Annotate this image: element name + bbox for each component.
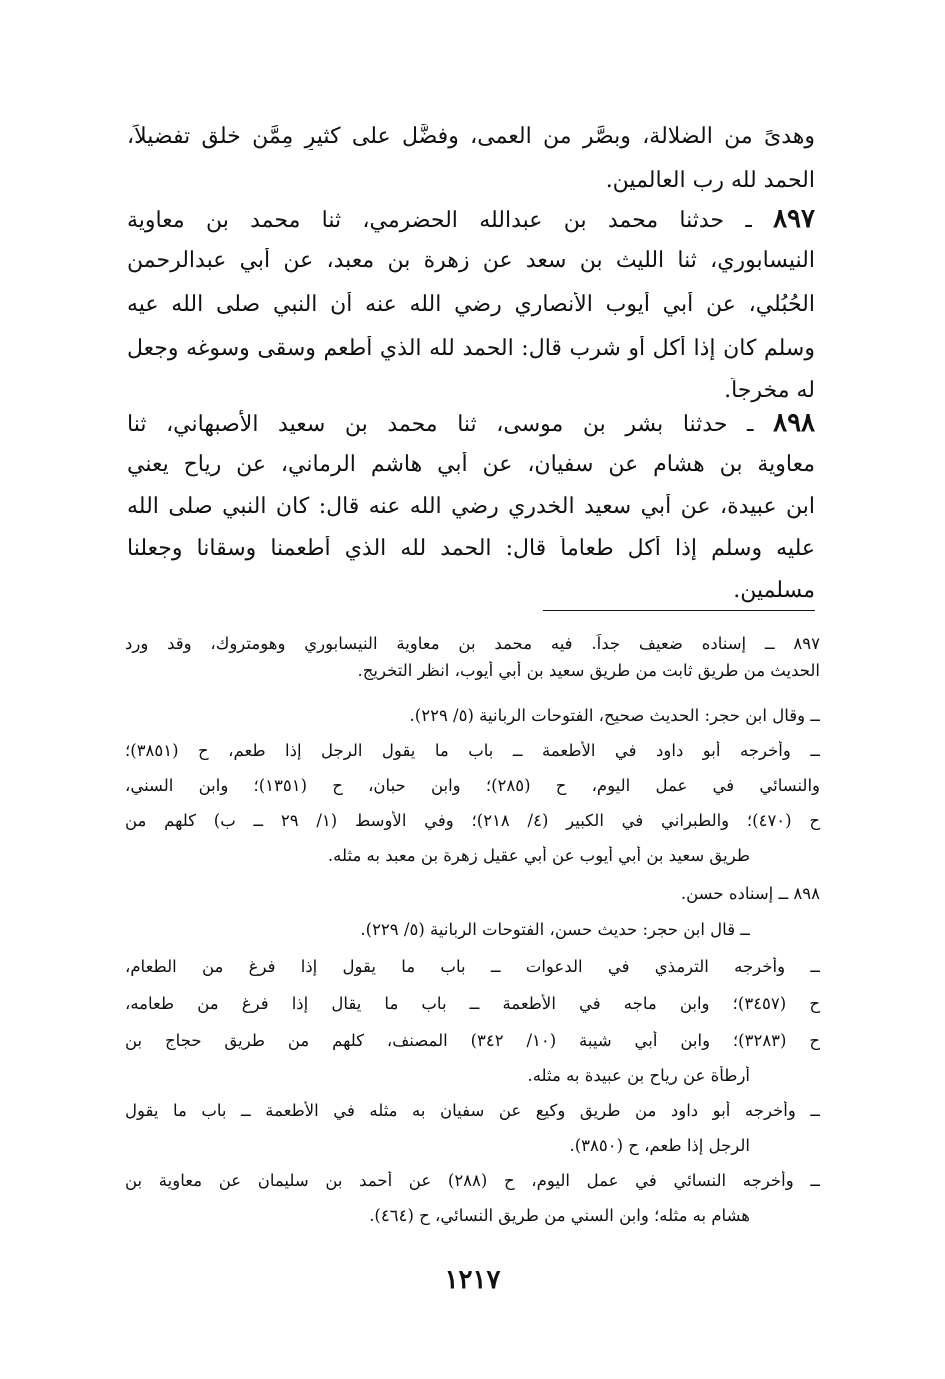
main-text-line: وسلم كان إذا أكل أو شرب قال: الحمد لله الذي أطعم وسقى وسوغه وجعل	[127, 336, 815, 361]
hadith-898-first-line	[127, 408, 815, 439]
main-text-line: له مخرجاً.	[724, 378, 815, 403]
main-text-line: معاوية بن هشام عن سفيان، عن أبي هاشم الرماني، عن رياح يعني	[127, 452, 815, 477]
footnote-line: ح (٣٢٨٣)؛ وابن أبي شيبة (١٠/ ٣٤٢) المصنف، كلهم من طريق حجاج بن	[125, 1031, 820, 1050]
main-text-line: الحمد لله رب العالمين.	[605, 168, 815, 193]
footnote-line: طريق سعيد بن أبي أيوب عن أبي عقيل زهرة بن معبد به مثله.	[327, 846, 750, 865]
main-text-line: ابن عبيدة، عن أبي سعيد الخدري رضي الله عنه قال: كان النبي صلى الله	[127, 494, 815, 519]
footnote-line: ٨٩٨ ــ إسناده حسن.	[680, 884, 820, 903]
footnote-line: ٨٩٧ ــ إسناده ضعيف جداً. فيه محمد بن معاوية النيسابوري وهومتروك، وقد ورد	[125, 634, 820, 653]
hadith-number-897: ٨٩٧	[773, 204, 815, 234]
hadith-number-898: ٨٩٨	[773, 408, 815, 438]
main-text-line: ـ حدثنا بشر بن موسى، ثنا محمد بن سعيد الأصبهاني، ثنا	[127, 412, 754, 437]
footnote-line: ــ قال ابن حجر: حديث حسن، الفتوحات الربانية (٥/ ٢٢٩).	[360, 920, 750, 939]
footnote-line: ــ وأخرجه الترمذي في الدعوات ــ باب ما يقول إذا فرغ من الطعام،	[125, 957, 820, 976]
main-text-line: مسلمين.	[733, 578, 815, 603]
footnote-line: ــ وقال ابن حجر: الحديث صحيح، الفتوحات الربانية (٥/ ٢٢٩).	[409, 706, 820, 725]
footnote-line: والنسائي في عمل اليوم، ح (٢٨٥)؛ وابن حبان، ح (١٣٥١)؛ وابن السني،	[125, 776, 820, 795]
main-text-line: عليه وسلم إذا أكل طعاماً قال: الحمد لله الذي أطعمنا وسقانا وجعلنا	[127, 536, 815, 561]
hadith-897-first-line	[127, 204, 815, 235]
footnote-line: ح (٤٧٠)؛ والطبراني في الكبير (٤/ ٢١٨)؛ وفي الأوسط (١/ ٢٩ ــ ب) كلهم من	[125, 811, 820, 830]
footnote-line: ــ وأخرجه أبو داود من طريق وكيع عن سفيان به مثله في الأطعمة ــ باب ما يقول	[125, 1101, 820, 1120]
main-text-line: النيسابوري، ثنا الليث بن سعد عن زهرة بن معبد، عن أبي عبدالرحمن	[127, 248, 815, 273]
main-text-line: ـ حدثنا محمد بن عبدالله الحضرمي، ثنا محمد بن معاوية	[127, 208, 752, 233]
footnote-line: الحديث من طريق ثابت من طريق سعيد بن أبي أيوب، انظر التخريج.	[357, 661, 820, 680]
footnote-line: ــ وأخرجه النسائي في عمل اليوم، ح (٢٨٨) عن أحمد بن سليمان عن معاوية بن	[125, 1171, 820, 1190]
main-text-line: الحُبُلي، عن أبي أيوب الأنصاري رضي الله عنه أن النبي صلى الله عيه	[127, 292, 815, 317]
footnote-line: ح (٣٤٥٧)؛ وابن ماجه في الأطعمة ــ باب ما يقال إذا فرغ من طعامه،	[125, 994, 820, 1013]
page-number: ١٢١٧	[444, 1265, 501, 1295]
footnote-separator	[543, 610, 815, 611]
main-text-line: وهدىً من الضلالة، وبصَّر من العمى، وفضَّل على كثيرٍ مِمَّن خلق تفضيلاً،	[127, 124, 815, 149]
footnote-line: ــ وأخرجه أبو داود في الأطعمة ــ باب ما يقول الرجل إذا طعم، ح (٣٨٥١)؛	[125, 741, 820, 760]
footnote-line: الرجل إذا طعم، ح (٣٨٥٠).	[569, 1136, 750, 1155]
footnote-line: هشام به مثله؛ وابن السني من طريق النسائي، ح (٤٦٤).	[369, 1206, 750, 1225]
footnote-line: أرطأة عن رياح بن عبيدة به مثله.	[527, 1066, 750, 1085]
